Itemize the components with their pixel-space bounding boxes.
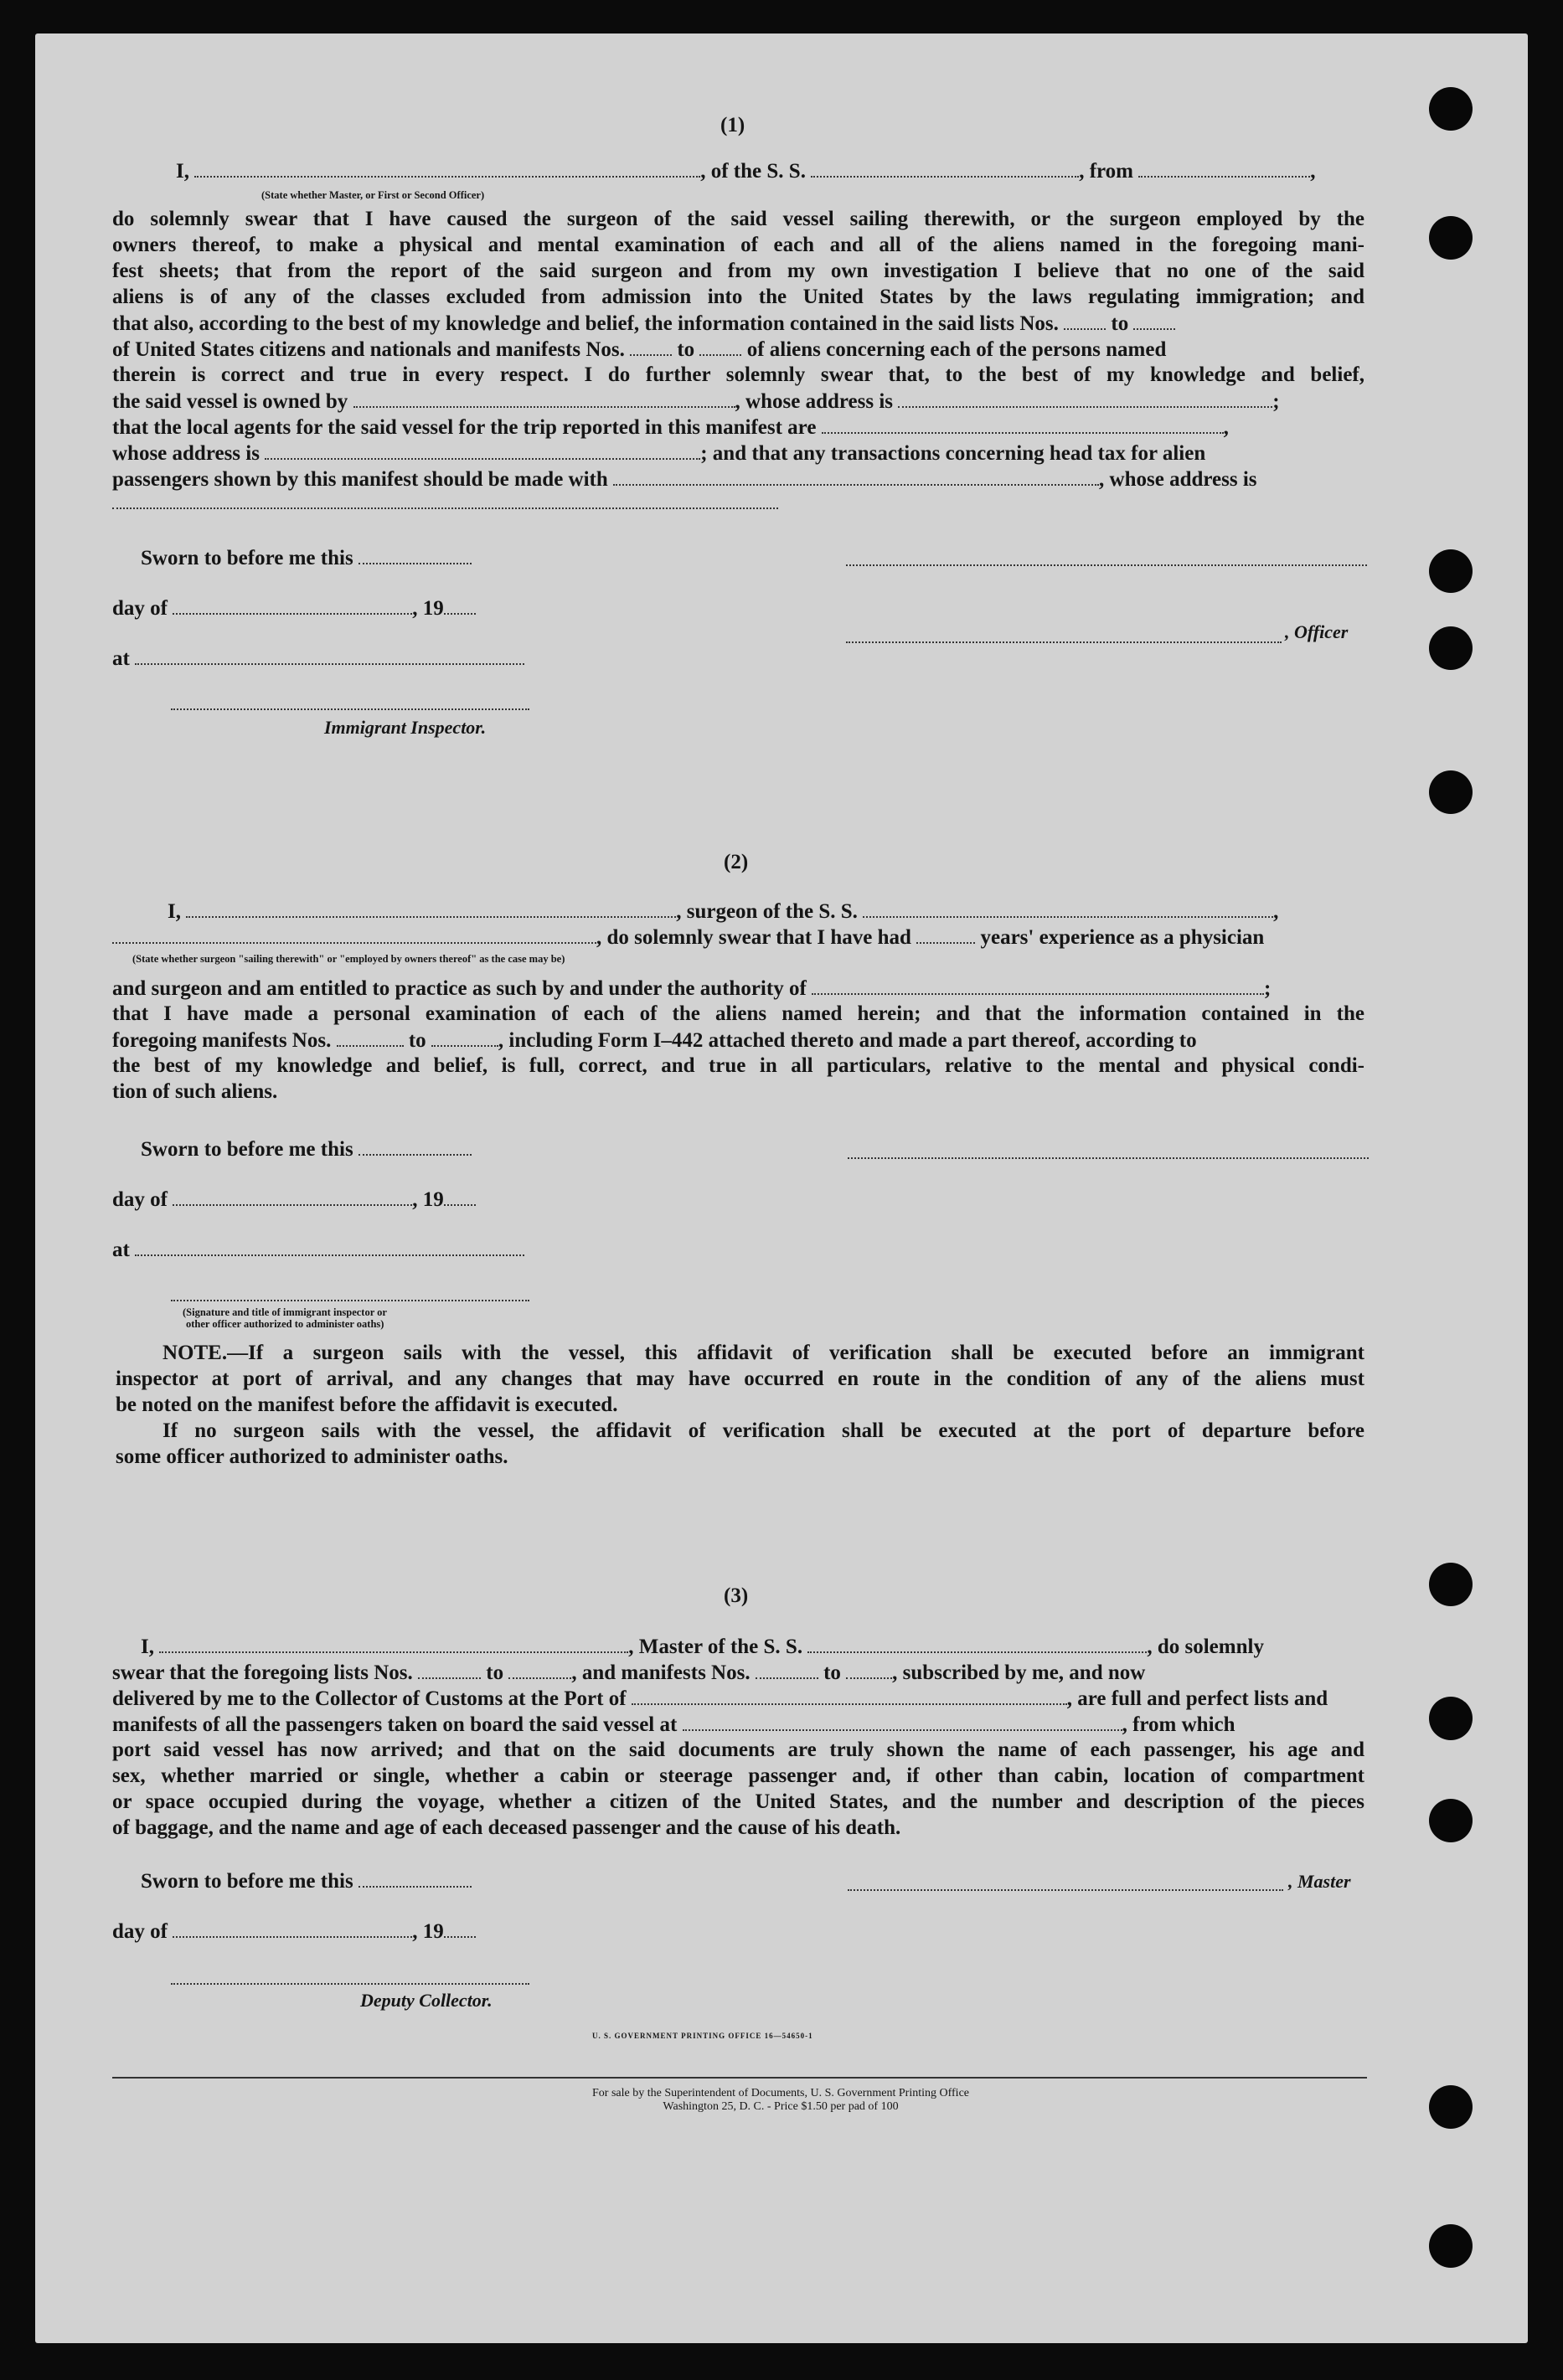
s3-para-line: port said vessel has now arrived; and that on the said documents are truly shown the name of each passenger, his age and <box>112 1739 1364 1761</box>
s3-para-line: or space occupied during the voyage, whether a citizen of the United States, and the number and description of the pieces <box>112 1790 1364 1813</box>
agents-address-blank[interactable] <box>265 441 700 460</box>
s2-para-line: and surgeon and am entitled to practice as such by and under the authority of ; <box>112 977 1272 1000</box>
s2-note-line: be noted on the manifest before the affidavit is executed. <box>116 1393 618 1416</box>
place-blank[interactable] <box>135 647 524 665</box>
s3-sworn: Sworn to before me this <box>141 1869 472 1893</box>
section-1-number: (1) <box>720 114 745 137</box>
footer-rule <box>112 2077 1367 2079</box>
s3-para-line: swear that the foregoing lists Nos. to , and manifests Nos. to , subscribed by me, and now <box>112 1661 1146 1684</box>
s3-master-label: , Master <box>1288 1871 1351 1892</box>
s2-note-line: NOTE.—If a surgeon sails with the vessel, this affidavit of verification shall be executed before an immigrant <box>162 1342 1364 1364</box>
s1-para-line: that also, according to the best of my knowledge and belief, the information contained in the said lists Nos. to <box>112 312 1175 336</box>
owner-blank[interactable] <box>353 389 735 408</box>
section-3-number: (3) <box>724 1584 749 1607</box>
s3-para-line: of baggage, and the name and age of each deceased passenger and the cause of his death. <box>112 1816 901 1839</box>
s2-sworn-date-blank[interactable] <box>359 1137 472 1156</box>
binder-hole <box>1429 549 1473 593</box>
printer-imprint: U. S. GOVERNMENT PRINTING OFFICE 16—54650-1 <box>592 2032 813 2040</box>
s2-line-1: I, , surgeon of the S. S. , <box>168 900 1279 923</box>
from-port-blank[interactable] <box>1138 159 1310 178</box>
manifests-from-blank[interactable] <box>630 337 672 356</box>
binder-hole <box>1429 1697 1473 1740</box>
s3-line-1: I, , Master of the S. S. , do solemnly <box>141 1636 1264 1658</box>
s2-surgeon-signature-line[interactable] <box>848 1157 1369 1159</box>
lists-to-blank[interactable] <box>1133 312 1175 330</box>
surgeon-status-blank[interactable] <box>112 925 596 944</box>
master-name-blank[interactable] <box>194 159 700 178</box>
s3-master-name-blank[interactable] <box>159 1635 628 1653</box>
head-tax-party-blank[interactable] <box>613 467 1099 486</box>
s2-vessel-name-blank[interactable] <box>863 899 1273 918</box>
binder-hole <box>1429 216 1473 260</box>
s2-status-note: (State whether surgeon "sailing therewith" or "employed by owners thereof" as the case may be) <box>132 953 565 965</box>
s1-para-line: that the local agents for the said vessel for the trip reported in this manifest are , <box>112 416 1229 439</box>
s2-note-line: inspector at port of arrival, and any changes that may have occurred en route in the condition of any of the aliens must <box>116 1368 1364 1390</box>
s1-para-line: whose address is ; and that any transactions concerning head tax for alien <box>112 442 1206 465</box>
s2-inspector-signature-line[interactable] <box>171 1300 529 1301</box>
s2-manifests-to-blank[interactable] <box>431 1028 498 1047</box>
binder-hole <box>1429 1563 1473 1606</box>
s2-para-line: that I have made a personal examination of each of the aliens named herein; and that the information contained in the <box>112 1002 1364 1025</box>
s1-day-of: day of , 19 <box>112 596 476 621</box>
s2-day-of: day of , 19 <box>112 1187 476 1212</box>
s1-para-line: owners thereof, to make a physical and mental examination of each and all of the aliens named in the foregoing mani- <box>112 234 1364 256</box>
s2-at: at <box>112 1238 524 1262</box>
s2-para-line: the best of my knowledge and belief, is full, correct, and true in all particulars, relative to the mental and physical condi- <box>112 1054 1364 1077</box>
s2-para-line: foregoing manifests Nos. to , including Form I–442 attached thereto and made a part thereof, according to <box>112 1029 1197 1052</box>
s3-manifests-from-blank[interactable] <box>756 1661 818 1679</box>
s1-para-line: aliens is of any of the classes excluded from admission into the United States by the laws regulating immigration; and <box>112 286 1364 308</box>
deputy-collector-label: Deputy Collector. <box>360 1990 493 2011</box>
s3-para-line: manifests of all the passengers taken on board the said vessel at , from which <box>112 1713 1235 1736</box>
s3-year-blank[interactable] <box>444 1919 476 1938</box>
s1-para-line: passengers shown by this manifest should be made with , whose address is <box>112 468 1257 491</box>
s1-para-line: do solemnly swear that I have caused the surgeon of the said vessel sailing therewith, or the surgeon employed by the <box>112 208 1364 230</box>
month-blank[interactable] <box>173 596 412 615</box>
officer-signature-line[interactable] <box>846 641 1282 643</box>
owner-address-blank[interactable] <box>898 389 1272 408</box>
authority-blank[interactable] <box>812 976 1264 995</box>
s1-at: at <box>112 647 524 671</box>
s1-para-line: fest sheets; that from the report of the said surgeon and from my own investigation I believe that no one of the said <box>112 260 1364 282</box>
port-blank[interactable] <box>632 1687 1067 1705</box>
s2-note-line: some officer authorized to administer oaths. <box>116 1445 508 1468</box>
s1-sworn: Sworn to before me this <box>141 546 472 570</box>
s3-para-line: sex, whether married or single, whether a cabin or steerage passenger and, if other than cabin, location of compartment <box>112 1764 1364 1787</box>
section-2-number: (2) <box>724 851 749 873</box>
binder-hole <box>1429 2085 1473 2129</box>
vessel-name-blank[interactable] <box>811 159 1079 178</box>
binder-hole <box>1429 626 1473 670</box>
s2-month-blank[interactable] <box>173 1187 412 1206</box>
sale-line-2: Washington 25, D. C. - Price $1.50 per pad of 100 <box>663 2100 899 2113</box>
s2-line-2: , do solemnly swear that I have had years' experience as a physician <box>112 925 1264 950</box>
years-experience-blank[interactable] <box>916 925 975 944</box>
sale-line-1: For sale by the Superintendent of Documents, U. S. Government Printing Office <box>592 2087 969 2099</box>
s2-manifests-from-blank[interactable] <box>337 1028 404 1047</box>
lists-from-blank[interactable] <box>1064 312 1106 330</box>
deputy-collector-signature-line[interactable] <box>171 1983 529 1985</box>
form-page <box>35 33 1528 2343</box>
manifests-to-blank[interactable] <box>699 337 741 356</box>
s3-month-blank[interactable] <box>173 1919 412 1938</box>
master-signature-line[interactable] <box>846 564 1367 566</box>
binder-hole <box>1429 1799 1473 1842</box>
binder-hole <box>1429 770 1473 814</box>
s2-sig-note: other officer authorized to administer oaths) <box>186 1318 384 1330</box>
s3-sworn-date-blank[interactable] <box>359 1869 472 1888</box>
binder-hole <box>1429 87 1473 131</box>
head-tax-address-blank[interactable] <box>112 507 778 509</box>
s3-master-signature-line[interactable] <box>848 1889 1283 1891</box>
s1-para-line: therein is correct and true in every respect. I do further solemnly swear that, to the best of my knowledge and belief, <box>112 363 1364 386</box>
s2-note-line: If no surgeon sails with the vessel, the affidavit of verification shall be executed at the port of departure before <box>162 1419 1364 1442</box>
s2-place-blank[interactable] <box>135 1238 524 1256</box>
officer-label: , Officer <box>1285 621 1349 642</box>
s3-lists-from-blank[interactable] <box>418 1661 481 1679</box>
local-agents-blank[interactable] <box>822 415 1224 434</box>
s2-year-blank[interactable] <box>444 1187 476 1206</box>
s1-title-note: (State whether Master, or First or Second Officer) <box>261 189 485 201</box>
s3-para-line: delivered by me to the Collector of Customs at the Port of , are full and perfect lists and <box>112 1687 1328 1710</box>
s1-line-1: I, , of the S. S. , from , <box>176 160 1316 183</box>
s3-lists-to-blank[interactable] <box>508 1661 571 1679</box>
s2-sworn: Sworn to before me this <box>141 1137 472 1162</box>
s3-vessel-name-blank[interactable] <box>807 1635 1147 1653</box>
s2-sig-note: (Signature and title of immigrant inspector or <box>183 1306 387 1318</box>
s2-para-line: tion of such aliens. <box>112 1080 278 1103</box>
sworn-date-blank[interactable] <box>359 546 472 564</box>
s3-day-of: day of , 19 <box>112 1919 476 1944</box>
inspector-signature-line[interactable] <box>171 708 529 710</box>
s3-manifests-to-blank[interactable] <box>846 1661 892 1679</box>
inspector-label: Immigrant Inspector. <box>324 717 487 738</box>
binder-hole <box>1429 2224 1473 2268</box>
s1-para-line: the said vessel is owned by , whose address is ; <box>112 390 1280 413</box>
s1-para-line: of United States citizens and nationals and manifests Nos. to of aliens concerning each of the persons named <box>112 338 1167 361</box>
surgeon-name-blank[interactable] <box>186 899 676 918</box>
departure-port-blank[interactable] <box>683 1713 1122 1731</box>
year-blank[interactable] <box>444 596 476 615</box>
